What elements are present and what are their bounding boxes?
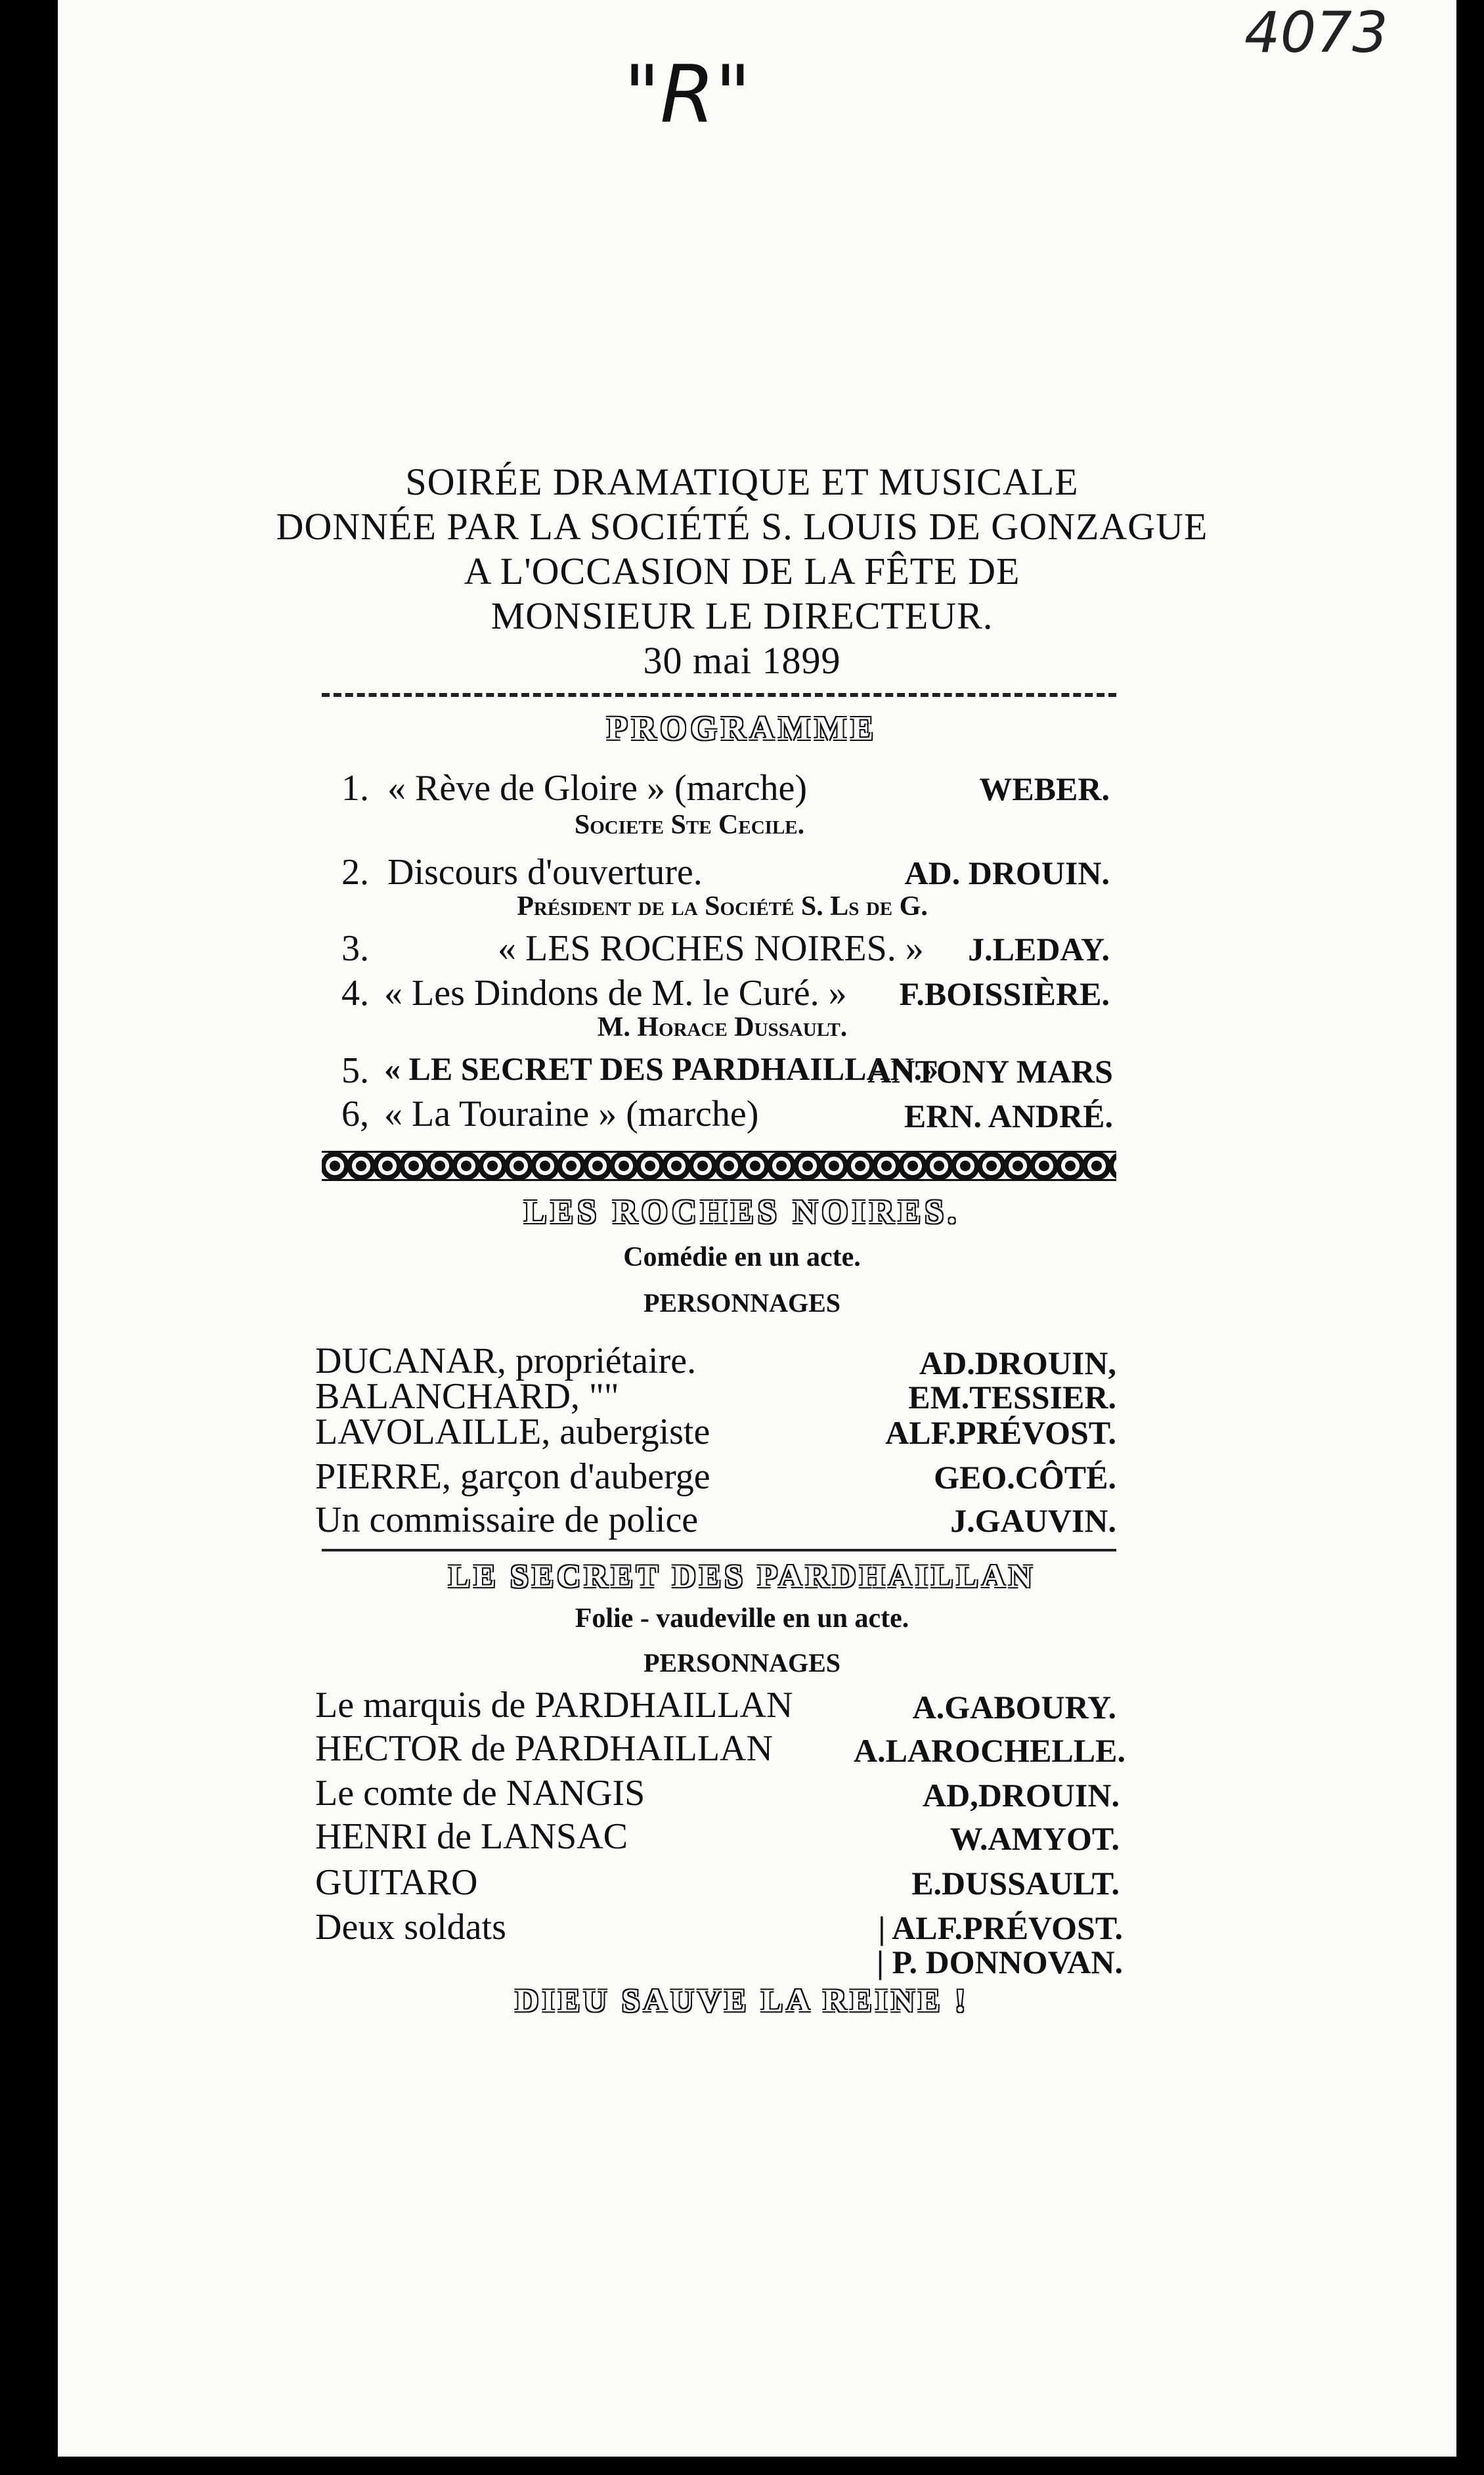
cast-actor: W.AMYOT. <box>949 1820 1120 1857</box>
play2-subtitle: Folie - vaudeville en un acte. <box>575 1603 909 1634</box>
handwritten-letter: "R" <box>624 49 751 141</box>
cast-actor: EM.TESSIER. <box>908 1379 1116 1416</box>
cast-actor: E.DUSSAULT. <box>911 1865 1120 1902</box>
divider-line <box>322 1549 1116 1551</box>
header-date: 30 mai 1899 <box>643 639 841 682</box>
programme-item-author: ERN. ANDRÉ. <box>904 1098 1113 1134</box>
programme-item-number: 3. <box>341 928 369 969</box>
programme-item-author: AD. DROUIN. <box>904 855 1110 891</box>
play1-title: LES ROCHES NOIRES. <box>523 1193 961 1231</box>
programme-item-title: « Les Dindons de M. le Curé. » <box>384 973 847 1014</box>
programme-item-author: F.BOISSIÈRE. <box>899 975 1110 1012</box>
header-line-2: DONNÉE PAR LA SOCIÉTÉ S. LOUIS DE GONZAGUE <box>276 505 1208 548</box>
cast-actor: AD.DROUIN, <box>919 1345 1116 1381</box>
programme-item-number: 1. <box>341 768 369 809</box>
cast-role: PIERRE, garçon d'auberge <box>315 1456 710 1497</box>
cast-role: Le comte de NANGIS <box>315 1773 645 1814</box>
catalog-number: 4073 <box>1244 0 1388 66</box>
cast-actor: AD,DROUIN. <box>923 1777 1120 1814</box>
cast-role: LAVOLAILLE, aubergiste <box>315 1412 710 1452</box>
programme-item-performer: Societe Ste Cecile. <box>574 810 805 840</box>
cast-role: DUCANAR, propriétaire. <box>315 1341 697 1381</box>
cast-actor: A.GABOURY. <box>912 1689 1116 1726</box>
programme-item-number: 5. <box>341 1050 369 1091</box>
cast-role: Deux soldats <box>315 1907 506 1948</box>
cast-actor: J.GAUVIN. <box>950 1502 1116 1539</box>
programme-item-title: Discours d'ouverture. <box>387 852 703 893</box>
cast-role: HECTOR de PARDHAILLAN <box>315 1728 773 1769</box>
cast-actor: | ALF.PRÉVOST. <box>878 1909 1123 1946</box>
cast-role: Le marquis de PARDHAILLAN <box>315 1685 793 1726</box>
programme-title: PROGRAMME <box>606 710 878 747</box>
header-line-3: A L'OCCASION DE LA FÊTE DE <box>464 550 1020 592</box>
cast-actor: GEO.CÔTÉ. <box>934 1459 1116 1496</box>
cast-role: HENRI de LANSAC <box>315 1816 628 1857</box>
programme-item-number: 2. <box>341 852 369 893</box>
programme-item-author: J.LEDAY. <box>968 931 1110 968</box>
cast-actor: ALF.PRÉVOST. <box>885 1414 1116 1451</box>
cast-actor: | P. DONNOVAN. <box>877 1944 1123 1980</box>
header-line-4: MONSIEUR LE DIRECTEUR. <box>491 594 993 637</box>
play2-personnages-label: PERSONNAGES <box>643 1648 841 1678</box>
cast-role: GUITARO <box>315 1862 478 1903</box>
play1-subtitle: Comédie en un acte. <box>623 1242 861 1272</box>
header-line-1: SOIRÉE DRAMATIQUE ET MUSICALE <box>405 460 1079 503</box>
programme-item-number: 4. <box>341 973 369 1014</box>
cast-actor: A.LAROCHELLE. <box>854 1732 1125 1769</box>
play1-personnages-label: PERSONNAGES <box>643 1288 841 1318</box>
programme-item-title: « LES ROCHES NOIRES. » <box>498 928 924 969</box>
programme-item-author: ANTONY MARS <box>867 1053 1113 1090</box>
programme-item-performer: M. Horace Dussault. <box>597 1012 848 1042</box>
wavy-divider <box>322 693 1116 697</box>
cast-role: Un commissaire de police <box>315 1500 699 1540</box>
programme-item-title: « LE SECRET DES PARDHAILLAN.» <box>384 1050 939 1087</box>
cast-role: BALANCHARD, "" <box>315 1376 619 1417</box>
play2-title: LE SECRET DES PARDHAILLAN <box>448 1557 1036 1594</box>
programme-item-number: 6, <box>341 1094 369 1134</box>
programme-item-title: « La Touraine » (marche) <box>384 1094 759 1134</box>
programme-item-author: WEBER. <box>979 770 1110 807</box>
programme-item-title: « Rève de Gloire » (marche) <box>387 768 808 809</box>
ornamental-divider <box>322 1151 1116 1181</box>
programme-item-performer: Président de la Société S. Ls de G. <box>517 891 928 922</box>
closing-line: DIEU SAUVE LA REINE ! <box>515 1982 969 2018</box>
